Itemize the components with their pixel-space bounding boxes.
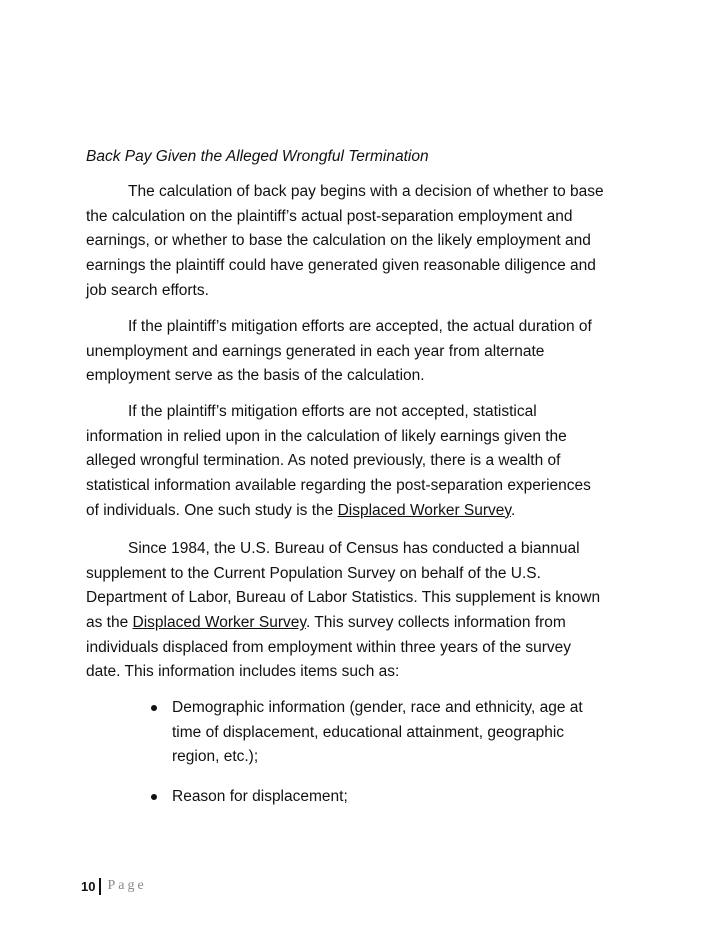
bullet-icon — [151, 794, 157, 800]
paragraph-line: statistical information available regarding the post-separation experiences — [86, 477, 591, 495]
line-text: as the — [86, 614, 133, 632]
paragraph-line: information in relied upon in the calculation of likely earnings given the — [86, 427, 567, 445]
list-item-line: Demographic information (gender, race and ethnicity, age at — [172, 699, 583, 716]
paragraph-2 — [86, 315, 646, 389]
line-text: . This survey collects information from — [305, 614, 566, 632]
paragraph-line — [86, 499, 646, 524]
list-item-line: region, etc.); — [172, 748, 259, 766]
paragraph-line: alleged wrongful termination. As noted previously, there is a wealth of — [86, 452, 561, 470]
paragraph-line: the calculation on the plaintiff’s actual post-separation employment and — [86, 207, 573, 225]
displaced-worker-survey-link[interactable]: Displaced Worker Survey — [132, 614, 306, 632]
list-item-text — [172, 785, 348, 810]
list-item-line: Reason for displacement; — [172, 788, 348, 805]
paragraph-line: If the plaintiff’s mitigation efforts are accepted, the actual duration of — [128, 318, 592, 335]
paragraph-line: If the plaintiff’s mitigation efforts are not accepted, statistical — [128, 403, 537, 420]
list-item-line: time of displacement, educational attainment, geographic — [172, 723, 565, 741]
displaced-worker-survey-link[interactable]: Displaced Worker Survey — [337, 501, 512, 519]
paragraph-line: job search efforts. — [86, 281, 209, 299]
paragraph-line: employment serve as the basis of the calculation. — [86, 367, 425, 385]
paragraph-line: The calculation of back pay begins with a decision of whether to base — [128, 183, 604, 200]
page-number: 10 — [81, 878, 96, 894]
paragraph-4 — [86, 537, 646, 685]
page-label: Page — [107, 878, 147, 893]
section-heading: Back Pay Given the Alleged Wrongful Termination — [86, 148, 429, 165]
paragraph-3 — [86, 400, 646, 523]
paragraph-1 — [86, 180, 646, 303]
paragraph-line: individuals displaced from employment within three years of the survey — [86, 638, 572, 656]
paragraph-line: date. This information includes items such as: — [86, 663, 400, 681]
paragraph-line: Department of Labor, Bureau of Labor Statistics. This supplement is known — [86, 589, 601, 607]
footer-divider — [99, 878, 101, 895]
paragraph-line: earnings the plaintiff could have generated given reasonable diligence and — [86, 257, 596, 275]
paragraph-line: earnings, or whether to base the calculation on the likely employment and — [86, 232, 591, 250]
bullet-icon — [151, 705, 157, 711]
page-footer — [81, 876, 147, 896]
line-text: . — [511, 501, 516, 519]
paragraph-line: unemployment and earnings generated in each year from alternate — [86, 342, 545, 360]
paragraph-line: Since 1984, the U.S. Bureau of Census has conducted a biannual — [128, 540, 580, 557]
paragraph-line: supplement to the Current Population Survey on behalf of the U.S. — [86, 564, 541, 582]
list-item-text — [172, 696, 583, 770]
line-text: of individuals. One such study is the — [86, 501, 338, 519]
paragraph-line — [86, 611, 646, 636]
